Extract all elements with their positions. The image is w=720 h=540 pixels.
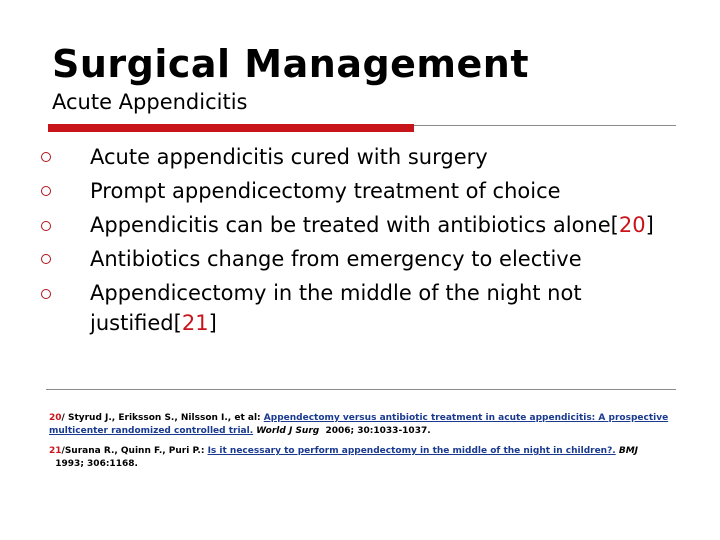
bullet-list <box>40 140 680 340</box>
bullet-text: Appendicitis can be treated with antibiotics alone[ <box>90 213 619 237</box>
bullet-item <box>40 276 680 340</box>
bullet-text: Antibiotics change from emergency to elective <box>90 247 582 271</box>
reference-number: 20 <box>49 413 62 423</box>
title-accent-bar <box>48 124 414 132</box>
reference-sep: / <box>61 446 65 456</box>
reference-citation: 2006; 30:1033-1037. <box>319 425 431 436</box>
slide-subtitle: Acute Appendicitis <box>52 90 248 114</box>
reference-authors: Surana R., Quinn F., Puri P.: <box>64 446 208 456</box>
circle-bullet-icon <box>41 289 51 299</box>
circle-bullet-icon <box>41 186 51 196</box>
bullet-text-end: ] <box>208 311 217 335</box>
references-divider-line <box>46 389 676 390</box>
bullet-text-end: ] <box>645 213 654 237</box>
bullet-item <box>40 208 680 242</box>
bullet-item <box>40 140 680 174</box>
reference-authors: Styrud J., Eriksson S., Nilsson I., et al: <box>64 413 264 423</box>
bullet-text: Acute appendicitis cured with surgery <box>90 145 488 169</box>
reference-item <box>49 412 674 437</box>
reference-sep: / <box>61 413 65 423</box>
bullet-item <box>40 174 680 208</box>
circle-bullet-icon <box>41 152 51 162</box>
reference-item <box>49 445 674 470</box>
reference-journal: World J Surg <box>253 425 320 436</box>
citation-ref[interactable]: 21 <box>181 311 209 335</box>
references-section <box>49 412 674 478</box>
bullet-text: Appendicectomy in the middle of the night not justified[ <box>90 281 582 335</box>
reference-link[interactable]: Appendectomy versus antibiotic treatment in acute appendicitis: A prospective multicenter randomized controlled trial. <box>49 413 669 436</box>
bullet-item <box>40 242 680 276</box>
reference-citation: 1993; 306:1168. <box>49 458 138 469</box>
reference-number: 21 <box>49 446 62 456</box>
reference-link[interactable]: Is it necessary to perform appendectomy in the middle of the night in children?. <box>207 446 616 456</box>
circle-bullet-icon <box>41 221 51 231</box>
circle-bullet-icon <box>41 254 51 264</box>
reference-journal: BMJ <box>615 446 639 456</box>
slide-title: Surgical Management <box>52 42 530 86</box>
bullet-text: Prompt appendicectomy treatment of choice <box>90 179 561 203</box>
citation-ref[interactable]: 20 <box>618 213 646 237</box>
